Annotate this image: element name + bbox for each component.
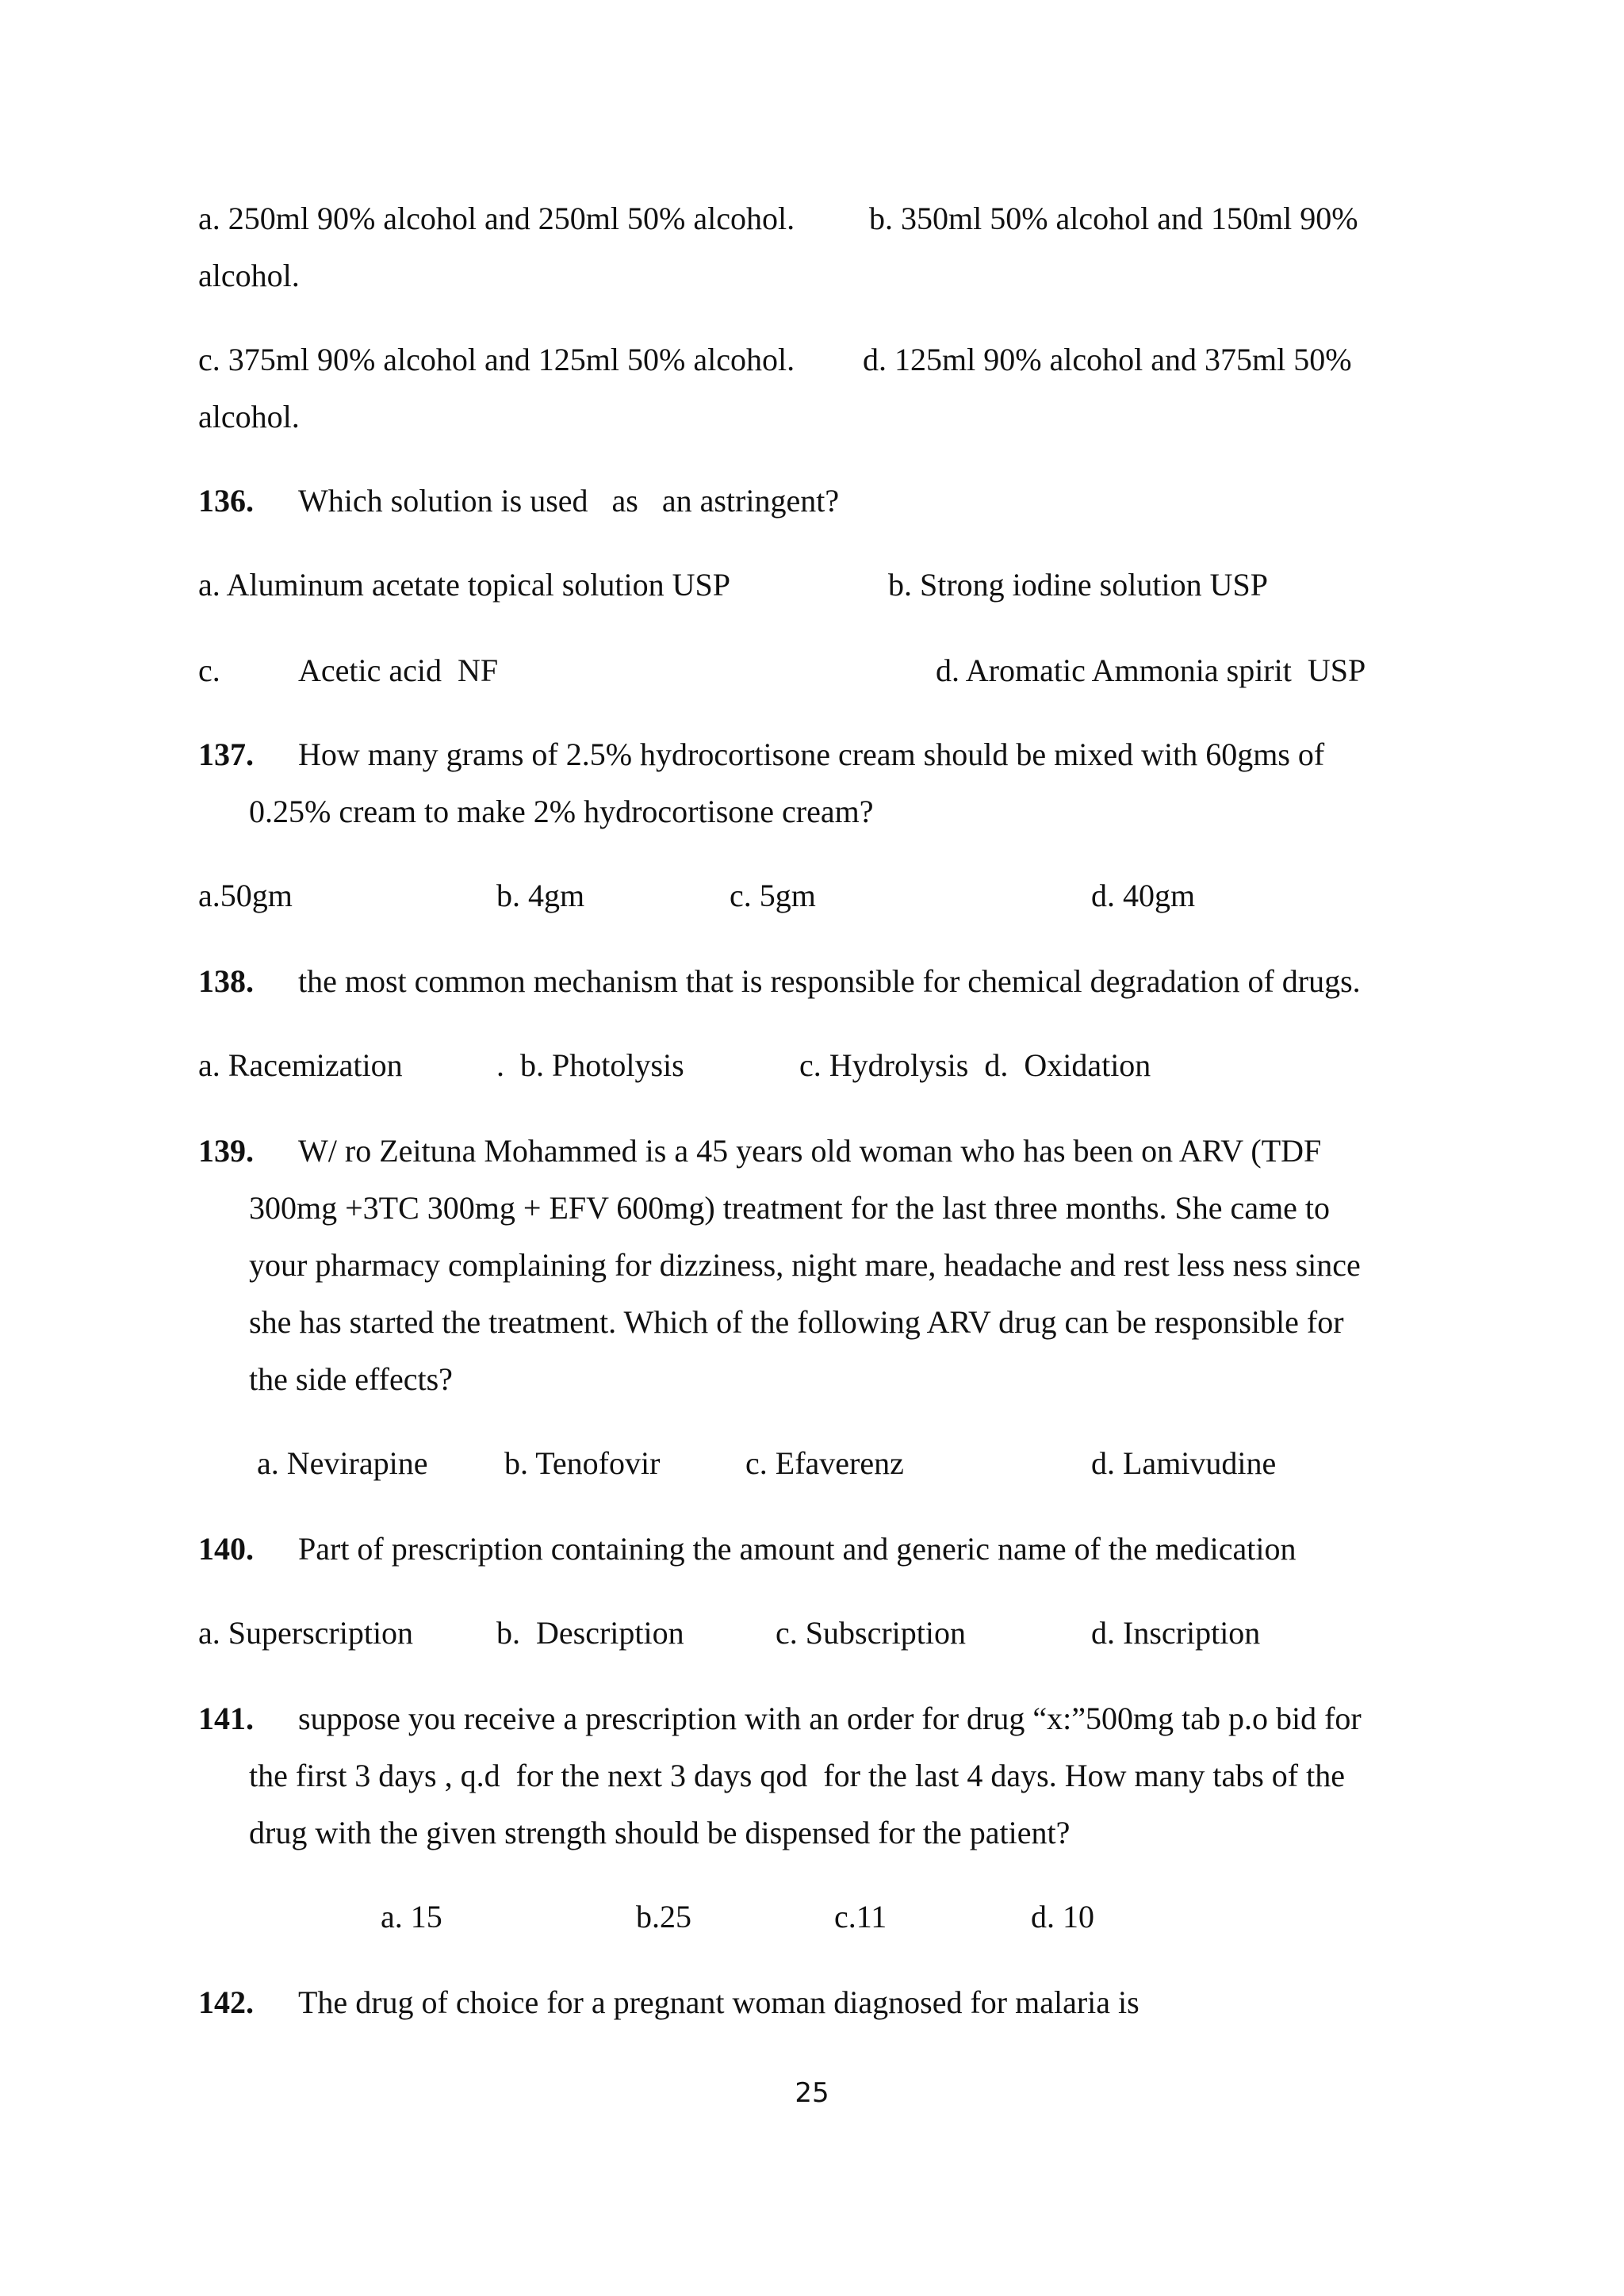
question-text: Part of prescription containing the amount and generic name of the medication xyxy=(298,1531,1297,1567)
option-b-continued: alcohol. xyxy=(198,258,300,293)
question-text-continued: 0.25% cream to make 2% hydrocortisone cream? xyxy=(249,794,874,829)
question-number: 139. xyxy=(198,1133,254,1169)
question-number: 142. xyxy=(198,1984,254,2020)
question-number: 137. xyxy=(198,737,254,772)
option-d: d. Inscription xyxy=(1091,1615,1261,1651)
option-d: d. 40gm xyxy=(1091,878,1196,913)
option-c: Acetic acid NF xyxy=(298,652,499,688)
option-d: d. 10 xyxy=(1031,1899,1094,1934)
question-text-continued: the first 3 days , q.d for the next 3 days qod for the last 4 days. How many tabs of the xyxy=(249,1758,1345,1793)
option-c-d: c. Hydrolysis d. Oxidation xyxy=(799,1047,1151,1083)
option-a: a. Racemization xyxy=(198,1047,403,1083)
option-a: a.50gm xyxy=(198,878,293,913)
option-d: d. 125ml 90% alcohol and 375ml 50% xyxy=(863,342,1352,377)
option-c: c. 5gm xyxy=(730,878,816,913)
option-c: c. 375ml 90% alcohol and 125ml 50% alcohol. xyxy=(198,342,795,377)
option-d: d. Lamivudine xyxy=(1091,1445,1277,1481)
question-text: The drug of choice for a pregnant woman diagnosed for malaria is xyxy=(298,1984,1139,2020)
option-c: c.11 xyxy=(834,1899,887,1934)
question-text: Which solution is used as an astringent? xyxy=(298,483,840,519)
question-text-continued: drug with the given strength should be dispensed for the patient? xyxy=(249,1815,1071,1850)
option-c: c. Subscription xyxy=(776,1615,966,1651)
option-d-continued: alcohol. xyxy=(198,399,300,434)
question-number: 136. xyxy=(198,483,254,519)
question-text: W/ ro Zeituna Mohammed is a 45 years old woman who has been on ARV (TDF xyxy=(298,1133,1322,1169)
option-a: a. Superscription xyxy=(198,1615,414,1651)
option-a: a. Nevirapine xyxy=(257,1445,428,1481)
option-c: c. Efaverenz xyxy=(745,1445,904,1481)
option-b: b. Tenofovir xyxy=(504,1445,661,1481)
question-text-continued: 300mg +3TC 300mg + EFV 600mg) treatment for the last three months. She came to xyxy=(249,1190,1331,1226)
option-b: b. Strong iodine solution USP xyxy=(888,567,1268,603)
option-a: a. 250ml 90% alcohol and 250ml 50% alcohol. xyxy=(198,201,795,236)
question-number: 138. xyxy=(198,963,254,999)
option-c-letter: c. xyxy=(198,652,220,688)
question-text: the most common mechanism that is responsible for chemical degradation of drugs. xyxy=(298,963,1361,999)
option-b: b. 4gm xyxy=(496,878,585,913)
option-b: . b. Photolysis xyxy=(496,1047,684,1083)
option-b: b.25 xyxy=(636,1899,691,1934)
question-text: suppose you receive a prescription with an order for drug “x:”500mg tab p.o bid for xyxy=(298,1701,1362,1736)
question-text-continued: she has started the treatment. Which of the following ARV drug can be responsible for xyxy=(249,1304,1344,1340)
question-text-continued: the side effects? xyxy=(249,1361,453,1397)
option-d: d. Aromatic Ammonia spirit USP xyxy=(936,652,1366,688)
question-number: 140. xyxy=(198,1531,254,1567)
option-a: a. Aluminum acetate topical solution USP xyxy=(198,567,731,603)
question-text: How many grams of 2.5% hydrocortisone cream should be mixed with 60gms of xyxy=(298,737,1325,772)
page-number: 25 xyxy=(795,2077,829,2109)
question-text-continued: your pharmacy complaining for dizziness, night mare, headache and rest less ness since xyxy=(249,1247,1361,1283)
option-b: b. Description xyxy=(496,1615,684,1651)
question-number: 141. xyxy=(198,1701,254,1736)
option-a: a. 15 xyxy=(381,1899,442,1934)
option-b: b. 350ml 50% alcohol and 150ml 90% xyxy=(869,201,1358,236)
